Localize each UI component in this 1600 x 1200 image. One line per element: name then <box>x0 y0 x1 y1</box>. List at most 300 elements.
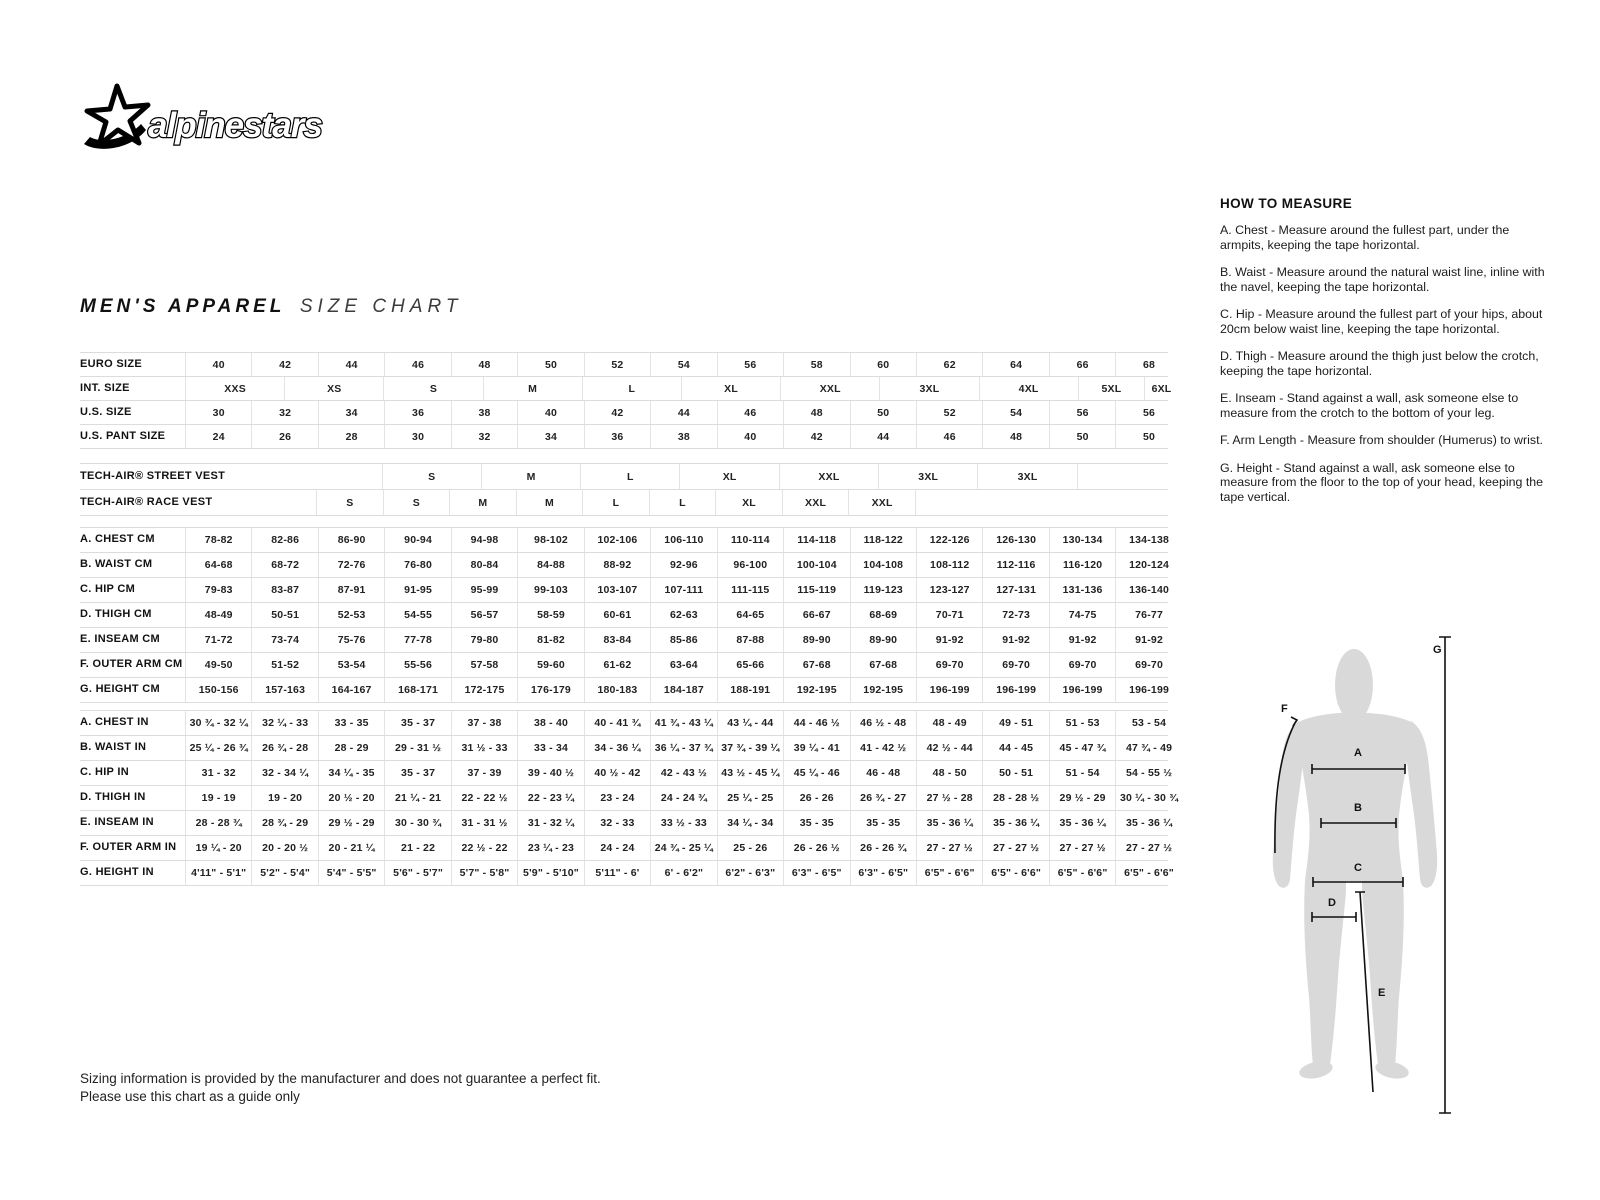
size-cell: 32 <box>251 401 317 424</box>
size-cell: 3XL <box>879 377 978 400</box>
measure-instruction: E. Inseam - Stand against a wall, ask someone else to measure from the crotch to the bottom of your leg. <box>1220 391 1519 420</box>
size-cell: 19 ¼ - 20 <box>195 842 242 854</box>
size-cell: S <box>383 490 450 515</box>
table-row <box>80 653 1168 678</box>
size-cell: 34 - 36 ¼ <box>584 736 650 760</box>
size-cell: XL <box>679 464 778 489</box>
size-cell: XXL <box>782 490 849 515</box>
size-cell: 35 - 35 <box>783 811 849 835</box>
table-section-in <box>80 710 1179 886</box>
row-label: A. CHEST IN <box>80 716 149 729</box>
size-cell: 196-199 <box>982 678 1048 702</box>
size-cell: 81-82 <box>517 628 583 652</box>
row-cells <box>185 811 1173 835</box>
size-cell: 114-118 <box>783 528 849 552</box>
size-cell: 66-67 <box>783 603 849 627</box>
size-cell: 37 ¾ - 39 ¼ <box>717 736 783 760</box>
size-cell: 21 ¼ - 21 <box>384 786 450 810</box>
size-cell: M <box>449 490 516 515</box>
size-cell: 54-55 <box>384 603 450 627</box>
size-cell: 5'7" - 5'8" <box>451 861 517 885</box>
size-cell: 5'11" - 6' <box>584 861 650 885</box>
size-cell: XL <box>681 377 780 400</box>
size-cell: 54 <box>650 353 716 376</box>
measure-instruction: C. Hip - Measure around the fullest part of your hips, about 20cm below waist line, keeping the tape horizontal. <box>1220 307 1543 336</box>
size-cell: 76-77 <box>1115 603 1181 627</box>
row-label: C. HIP CM <box>80 583 136 596</box>
size-cell: 65-66 <box>717 653 783 677</box>
size-cell: 126-130 <box>982 528 1048 552</box>
size-cell: 26 <box>251 425 317 448</box>
size-cell: 35 - 36 ¼ <box>982 811 1048 835</box>
size-cell: 20 - 20 ½ <box>251 836 317 860</box>
size-cell: 38 - 40 <box>517 711 583 735</box>
row-label: E. INSEAM IN <box>80 816 154 829</box>
size-cell: 91-92 <box>982 628 1048 652</box>
size-cell: 31 - 32 <box>201 767 236 779</box>
size-cell: 30 ¼ - 30 ¾ <box>1115 786 1181 810</box>
table-row <box>80 603 1168 628</box>
row-cells <box>185 628 1168 652</box>
size-cell: 32 <box>451 425 517 448</box>
row-cells <box>185 490 1168 515</box>
size-cell: 180-183 <box>584 678 650 702</box>
row-label: U.S. SIZE <box>80 405 132 418</box>
size-cell: 67-68 <box>783 653 849 677</box>
size-cell: 36 <box>584 425 650 448</box>
measure-instruction: A. Chest - Measure around the fullest part, under the armpits, keeping the tape horizontal. <box>1220 223 1510 252</box>
size-cell: 42 - 43 ½ <box>650 761 716 785</box>
size-cell: 27 - 27 ½ <box>916 836 982 860</box>
size-cell: 107-111 <box>650 578 716 602</box>
size-cell: 176-179 <box>517 678 583 702</box>
size-cell: 89-90 <box>783 628 849 652</box>
size-cell: S <box>383 377 482 400</box>
size-cell: 3XL <box>977 464 1076 489</box>
size-cell: 52 <box>584 353 650 376</box>
size-cell: 33 ½ - 33 <box>650 811 716 835</box>
diagram-label-f: F <box>1281 703 1288 715</box>
size-cell: 67-68 <box>850 653 916 677</box>
size-cell: 59-60 <box>517 653 583 677</box>
size-cell: 77-78 <box>384 628 450 652</box>
row-cells <box>185 528 1168 552</box>
size-cell: 62 <box>916 353 982 376</box>
page-title-main: MEN'S APPAREL <box>80 296 286 317</box>
size-cell: 29 ½ - 29 <box>1049 786 1115 810</box>
size-cell: 27 ½ - 28 <box>916 786 982 810</box>
size-cell: 64-65 <box>717 603 783 627</box>
size-cell: L <box>580 464 679 489</box>
size-cell: 5'4" - 5'5" <box>318 861 384 885</box>
size-cell: 87-88 <box>717 628 783 652</box>
size-cell: 54 <box>982 401 1048 424</box>
size-cell: 32 - 33 <box>584 811 650 835</box>
size-cell: 33 - 34 <box>517 736 583 760</box>
row-label: E. INSEAM CM <box>80 633 160 646</box>
size-cell: 50 <box>1049 425 1115 448</box>
size-cell: 157-163 <box>251 678 317 702</box>
size-cell: 122-126 <box>916 528 982 552</box>
size-cell: 32 ¼ - 33 <box>251 711 317 735</box>
measure-instruction: B. Waist - Measure around the natural waist line, inline with the navel, keeping the tape horizontal. <box>1220 265 1545 294</box>
size-cell: XXL <box>779 464 878 489</box>
size-cell: 25 ¼ - 25 <box>717 786 783 810</box>
row-label: B. WAIST CM <box>80 558 153 571</box>
size-cell: 66 <box>1049 353 1115 376</box>
size-cell: 29 ½ - 29 <box>318 811 384 835</box>
size-cell: 91-92 <box>1049 628 1115 652</box>
size-cell: 61-62 <box>584 653 650 677</box>
size-cell: 85-86 <box>650 628 716 652</box>
table-row <box>80 710 1168 736</box>
size-cell: 43 ¼ - 44 <box>717 711 783 735</box>
size-cell: 95-99 <box>451 578 517 602</box>
table-row <box>80 678 1168 703</box>
size-cell: 42 ½ - 44 <box>916 736 982 760</box>
table-row <box>80 553 1168 578</box>
size-cell: 27 - 27 ½ <box>1049 836 1115 860</box>
size-cell: 6'5" - 6'6" <box>1049 861 1115 885</box>
how-to-measure-list <box>1220 223 1550 504</box>
size-cell: 91-95 <box>384 578 450 602</box>
size-cell: 20 ½ - 20 <box>318 786 384 810</box>
size-cell: 88-92 <box>584 553 650 577</box>
size-cell: 6'3" - 6'5" <box>783 861 849 885</box>
size-cell: 106-110 <box>650 528 716 552</box>
size-cell: 28 - 28 ½ <box>982 786 1048 810</box>
size-cell: 82-86 <box>251 528 317 552</box>
size-cell: XXL <box>780 377 879 400</box>
size-cell: L <box>582 490 649 515</box>
size-cell: 104-108 <box>850 553 916 577</box>
size-cell: 63-64 <box>650 653 716 677</box>
size-cell: 35 - 35 <box>850 811 916 835</box>
size-cell: 35 - 37 <box>384 711 450 735</box>
size-cell: 87-91 <box>318 578 384 602</box>
footer-disclaimer <box>80 1070 601 1106</box>
size-cell: 34 <box>318 401 384 424</box>
size-cell: 192-195 <box>783 678 849 702</box>
size-cell: 73-74 <box>251 628 317 652</box>
size-cell: 33 - 35 <box>318 711 384 735</box>
row-cells <box>185 401 1168 424</box>
size-cell: 48 - 49 <box>916 711 982 735</box>
table-section-tech <box>80 463 1168 516</box>
size-cell: 6'5" - 6'6" <box>916 861 982 885</box>
size-cell: 60-61 <box>584 603 650 627</box>
size-cell: 50 <box>1115 425 1181 448</box>
size-cell: 99-103 <box>517 578 583 602</box>
row-label: G. HEIGHT IN <box>80 866 154 879</box>
row-label: G. HEIGHT CM <box>80 683 160 696</box>
diagram-label-d: D <box>1328 897 1336 909</box>
size-cell: 55-56 <box>384 653 450 677</box>
size-cell: 69-70 <box>916 653 982 677</box>
size-cell: 51-52 <box>251 653 317 677</box>
size-cell <box>185 490 316 515</box>
size-cell: 44 - 46 ½ <box>783 711 849 735</box>
size-cell: 44 <box>318 353 384 376</box>
size-cell: 50-51 <box>251 603 317 627</box>
size-cell: 136-140 <box>1115 578 1181 602</box>
size-cell: 52 <box>916 401 982 424</box>
size-cell: 23 - 24 <box>584 786 650 810</box>
diagram-label-a: A <box>1354 747 1362 759</box>
size-cell: 23 ¼ - 23 <box>517 836 583 860</box>
table-row <box>80 861 1174 886</box>
size-cell: 41 ¾ - 43 ¼ <box>650 711 716 735</box>
size-cell: 115-119 <box>783 578 849 602</box>
size-cell: 6' - 6'2" <box>650 861 716 885</box>
size-cell: 58-59 <box>517 603 583 627</box>
size-cell: 30 <box>384 425 450 448</box>
row-label: B. WAIST IN <box>80 741 147 754</box>
size-cell: 78-82 <box>204 534 233 546</box>
table-row <box>80 490 1168 516</box>
size-cell: 27 - 27 ½ <box>1115 836 1181 860</box>
size-cell: 58 <box>783 353 849 376</box>
size-cell: 86-90 <box>318 528 384 552</box>
table-row <box>80 463 1168 490</box>
size-cell: 116-120 <box>1049 553 1115 577</box>
size-cell: 164-167 <box>318 678 384 702</box>
size-cell: 37 - 38 <box>451 711 517 735</box>
size-cell: 26 ¾ - 28 <box>251 736 317 760</box>
size-cell: 118-122 <box>850 528 916 552</box>
row-label: D. THIGH CM <box>80 608 152 621</box>
size-cell: 30 ¾ - 32 ¼ <box>189 717 248 729</box>
size-cell: 40 <box>212 358 225 371</box>
size-cell: 112-116 <box>982 553 1048 577</box>
size-cell: 92-96 <box>650 553 716 577</box>
size-cell: 40 <box>717 425 783 448</box>
row-cells <box>185 786 1179 810</box>
size-cell: 4'11" - 5'1" <box>191 867 247 879</box>
how-to-measure-heading: HOW TO MEASURE <box>1220 196 1353 211</box>
size-cell: 35 - 37 <box>384 761 450 785</box>
size-cell: 47 ¾ - 49 <box>1115 736 1181 760</box>
size-cell: 98-102 <box>517 528 583 552</box>
table-section-cm <box>80 527 1168 703</box>
size-cell: 21 - 22 <box>384 836 450 860</box>
size-cell: 48-49 <box>204 609 233 621</box>
height-measure-line <box>1439 637 1451 1113</box>
size-cell: 22 ½ - 22 <box>451 836 517 860</box>
size-cell: 48 - 50 <box>916 761 982 785</box>
size-cell: 24 ¾ - 25 ¼ <box>650 836 716 860</box>
alpinestars-logo <box>82 80 352 162</box>
size-cell: 72-73 <box>982 603 1048 627</box>
size-cell: 64-68 <box>204 559 233 571</box>
size-cell: 56-57 <box>451 603 517 627</box>
size-cell: 70-71 <box>916 603 982 627</box>
size-cell: 26 - 26 ¾ <box>850 836 916 860</box>
size-cell: 134-138 <box>1115 528 1181 552</box>
size-cell: 60 <box>850 353 916 376</box>
size-cell: 5'2" - 5'4" <box>251 861 317 885</box>
size-cell: M <box>481 464 580 489</box>
size-cell: 24 <box>212 430 225 443</box>
size-cell: 56 <box>1049 401 1115 424</box>
size-cell: 35 - 36 ¼ <box>916 811 982 835</box>
size-cell: 29 - 31 ½ <box>384 736 450 760</box>
size-cell: 56 <box>717 353 783 376</box>
size-cell: XXL <box>848 490 915 515</box>
size-cell: 44 <box>650 401 716 424</box>
size-cell: 42 <box>783 425 849 448</box>
size-cell: 50 - 51 <box>982 761 1048 785</box>
size-cell: 53 - 54 <box>1115 711 1181 735</box>
size-cell: 28 - 28 ¾ <box>195 817 242 829</box>
size-cell: 35 - 36 ¼ <box>1049 811 1115 835</box>
size-cell: 6'3" - 6'5" <box>850 861 916 885</box>
size-cell: 48 <box>451 353 517 376</box>
body-measurement-diagram <box>1233 615 1563 1115</box>
size-cell: 39 - 40 ½ <box>517 761 583 785</box>
size-cell: 34 ¼ - 35 <box>318 761 384 785</box>
size-cell: 6XL <box>1144 377 1178 400</box>
size-cell: 150-156 <box>198 684 239 696</box>
row-label: EURO SIZE <box>80 357 142 370</box>
size-cell: 84-88 <box>517 553 583 577</box>
size-cell: 3XL <box>878 464 977 489</box>
row-cells <box>185 761 1173 785</box>
size-cell: 5'6" - 5'7" <box>384 861 450 885</box>
size-cell: 5'9" - 5'10" <box>517 861 583 885</box>
size-cell: 36 ¼ - 37 ¾ <box>650 736 716 760</box>
size-cell <box>1077 464 1176 489</box>
size-cell: 28 - 29 <box>318 736 384 760</box>
size-cell: 131-136 <box>1049 578 1115 602</box>
size-cell: 100-104 <box>783 553 849 577</box>
size-cell: 127-131 <box>982 578 1048 602</box>
size-cell: 28 ¾ - 29 <box>251 811 317 835</box>
footer-line-2: Please use this chart as a guide only <box>80 1089 300 1105</box>
size-cell: 31 - 32 ¼ <box>517 811 583 835</box>
size-cell: 62-63 <box>650 603 716 627</box>
size-cell: 25 ¼ - 26 ¾ <box>189 742 248 754</box>
size-cell: S <box>316 490 383 515</box>
size-cell: 102-106 <box>584 528 650 552</box>
size-cell: 34 ¼ - 34 <box>717 811 783 835</box>
size-cell: 79-80 <box>451 628 517 652</box>
diagram-label-c: C <box>1354 862 1362 874</box>
size-cell: 196-199 <box>1049 678 1115 702</box>
size-cell: 6'5" - 6'6" <box>982 861 1048 885</box>
page-title-sub: SIZE CHART <box>299 296 463 317</box>
size-cell: M <box>483 377 582 400</box>
size-cell: 35 - 36 ¼ <box>1115 811 1181 835</box>
size-cell: 26 - 26 <box>783 786 849 810</box>
size-cell: 37 - 39 <box>451 761 517 785</box>
size-cell: 4XL <box>979 377 1078 400</box>
size-cell: 91-92 <box>1115 628 1181 652</box>
size-cell: 48 <box>783 401 849 424</box>
row-label: F. OUTER ARM CM <box>80 658 183 671</box>
size-cell: 90-94 <box>384 528 450 552</box>
size-cell: 96-100 <box>717 553 783 577</box>
page-title <box>80 296 462 318</box>
logo-wordmark: alpinestars <box>148 106 322 145</box>
size-cell: S <box>382 464 481 489</box>
size-cell: M <box>516 490 583 515</box>
size-cell: 119-123 <box>850 578 916 602</box>
size-cell: 68-72 <box>251 553 317 577</box>
table-row <box>80 352 1168 377</box>
row-label: TECH-AIR® STREET VEST <box>80 469 226 482</box>
size-cell: 52-53 <box>318 603 384 627</box>
measure-instruction: F. Arm Length - Measure from shoulder (Humerus) to wrist. <box>1220 433 1543 447</box>
size-cell: 51 - 54 <box>1049 761 1115 785</box>
size-cell: 26 - 26 ½ <box>783 836 849 860</box>
table-row <box>80 401 1168 425</box>
size-cell: 184-187 <box>650 678 716 702</box>
row-label: D. THIGH IN <box>80 791 146 804</box>
size-cell: 25 - 26 <box>717 836 783 860</box>
size-cell: 31 - 31 ½ <box>451 811 517 835</box>
size-cell: 22 - 23 ¼ <box>517 786 583 810</box>
footer-line-1: Sizing information is provided by the manufacturer and does not guarantee a perfect fit. <box>80 1071 601 1086</box>
size-cell: 26 ¾ - 27 <box>850 786 916 810</box>
row-cells <box>185 711 1168 735</box>
row-cells <box>185 578 1168 602</box>
measure-instruction: D. Thigh - Measure around the thigh just below the crotch, keeping the tape horizontal. <box>1220 349 1539 378</box>
size-cell: 110-114 <box>717 528 783 552</box>
size-cell: 51 - 53 <box>1049 711 1115 735</box>
size-cell: 111-115 <box>717 578 783 602</box>
size-cell <box>915 490 1178 515</box>
row-label: TECH-AIR® RACE VEST <box>80 495 213 508</box>
size-cell: 5XL <box>1078 377 1144 400</box>
size-cell: 46 <box>717 401 783 424</box>
table-row <box>80 377 1172 401</box>
size-cell: 19 - 20 <box>251 786 317 810</box>
size-cell: 40 ½ - 42 <box>584 761 650 785</box>
size-cell: 188-191 <box>717 678 783 702</box>
size-cell: 38 <box>451 401 517 424</box>
size-cell: 42 <box>584 401 650 424</box>
size-cell: XS <box>284 377 383 400</box>
size-cell: 42 <box>251 353 317 376</box>
size-cell: 56 <box>1115 401 1181 424</box>
size-cell: 39 ¼ - 41 <box>783 736 849 760</box>
size-cell: 38 <box>650 425 716 448</box>
size-cell <box>185 464 382 489</box>
row-cells <box>185 736 1173 760</box>
size-cell: L <box>649 490 716 515</box>
size-cell: 40 <box>517 401 583 424</box>
size-cell: 108-112 <box>916 553 982 577</box>
size-cell: 83-84 <box>584 628 650 652</box>
size-cell: 74-75 <box>1049 603 1115 627</box>
table-section-sizes <box>80 352 1172 449</box>
size-cell: 76-80 <box>384 553 450 577</box>
size-cell: 28 <box>318 425 384 448</box>
size-cell: 69-70 <box>1049 653 1115 677</box>
size-cell: 49-50 <box>204 659 233 671</box>
size-cell: 57-58 <box>451 653 517 677</box>
row-cells <box>185 377 1172 400</box>
row-cells <box>185 653 1168 677</box>
row-label: U.S. PANT SIZE <box>80 429 166 442</box>
size-cell: 36 <box>384 401 450 424</box>
row-cells <box>185 836 1173 860</box>
size-cell: 69-70 <box>1115 653 1181 677</box>
row-cells <box>185 553 1168 577</box>
row-label: INT. SIZE <box>80 381 130 394</box>
size-cell: 168-171 <box>384 678 450 702</box>
